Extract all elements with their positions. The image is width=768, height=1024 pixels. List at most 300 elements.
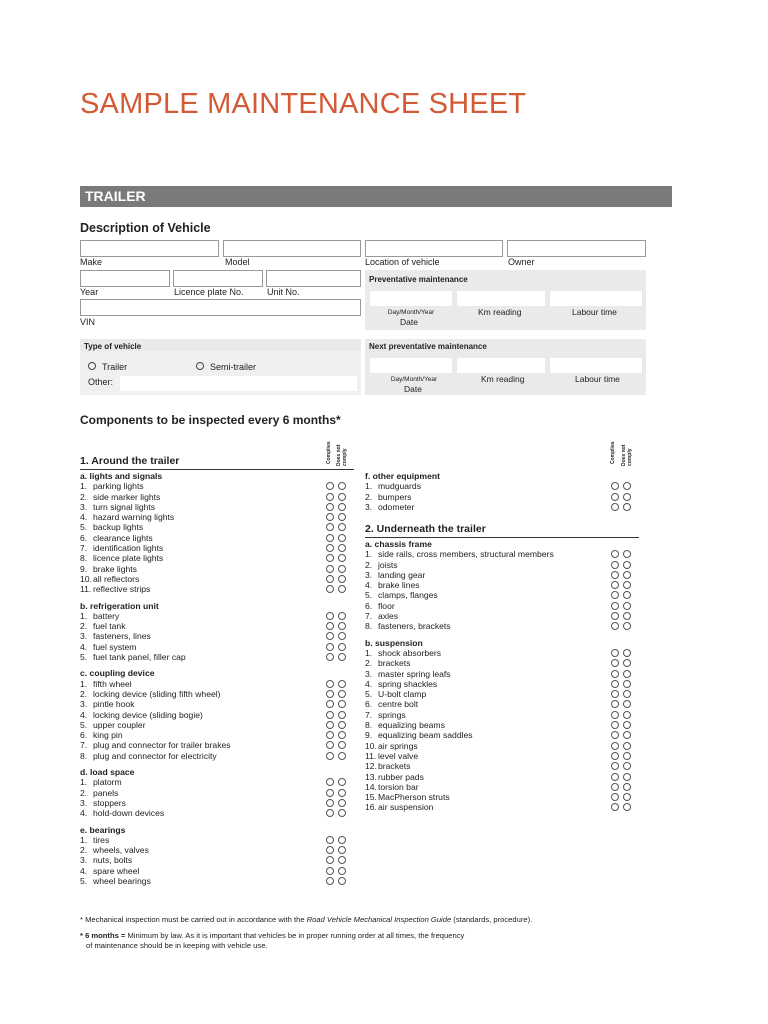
checklist-item: [365, 792, 639, 802]
checklist-item: [365, 782, 639, 792]
item-label: clamps, flanges: [378, 590, 438, 601]
licence-field[interactable]: [173, 270, 263, 287]
item-label: axles: [378, 611, 399, 622]
does-not-comply-checkbox[interactable]: [338, 612, 346, 620]
item-label: MacPherson struts: [378, 792, 450, 803]
next-date-label: Date: [404, 384, 422, 394]
group-heading: c. coupling device: [80, 668, 155, 679]
does-not-comply-checkbox[interactable]: [623, 602, 631, 610]
complies-checkbox[interactable]: [326, 575, 334, 583]
checklist-item: [80, 710, 354, 720]
does-not-comply-checkbox[interactable]: [623, 493, 631, 501]
item-label: wheels, valves: [93, 845, 149, 856]
checklist-item: [80, 720, 354, 730]
trailer-radio[interactable]: [88, 362, 96, 370]
complies-checkbox[interactable]: [611, 700, 619, 708]
item-label: reflective strips: [93, 584, 151, 595]
item-number: 3.: [80, 855, 88, 866]
checklist-item: [80, 751, 354, 761]
does-not-comply-checkbox[interactable]: [623, 773, 631, 781]
item-number: 3.: [80, 501, 88, 512]
item-label: tires: [93, 834, 110, 845]
item-number: 13.: [365, 771, 377, 782]
item-number: 4.: [80, 865, 88, 876]
complies-checkbox[interactable]: [326, 612, 334, 620]
complies-checkbox[interactable]: [611, 690, 619, 698]
does-not-comply-checkbox[interactable]: [338, 877, 346, 885]
item-number: 11.: [80, 584, 92, 595]
does-not-comply-checkbox[interactable]: [623, 762, 631, 770]
does-not-comply-checkbox[interactable]: [623, 742, 631, 750]
does-not-comply-checkbox[interactable]: [623, 561, 631, 569]
item-number: 10.: [365, 740, 377, 751]
checklist-item: [80, 631, 354, 641]
checklist-item: [365, 580, 639, 590]
item-number: 3.: [365, 569, 373, 580]
item-label: side marker lights: [93, 491, 161, 502]
does-not-comply-checkbox[interactable]: [623, 721, 631, 729]
does-not-comply-checkbox[interactable]: [338, 493, 346, 501]
complies-column-head: Complies: [326, 441, 332, 464]
next-date-field[interactable]: [370, 358, 452, 373]
checklist-item: [80, 808, 354, 818]
complies-checkbox[interactable]: [611, 670, 619, 678]
item-number: 4.: [80, 808, 88, 819]
does-not-comply-checkbox[interactable]: [338, 856, 346, 864]
does-not-comply-column-head-right: Does not comply: [621, 444, 633, 466]
item-number: 3.: [365, 501, 373, 512]
does-not-comply-checkbox[interactable]: [623, 649, 631, 657]
checklist-item: [365, 481, 636, 491]
item-label: parking lights: [93, 481, 144, 492]
does-not-comply-checkbox[interactable]: [338, 523, 346, 531]
item-number: 2.: [365, 559, 373, 570]
item-label: nuts, bolts: [93, 855, 133, 866]
does-not-comply-checkbox[interactable]: [623, 793, 631, 801]
checklist-item: [80, 512, 354, 522]
trailer-label: Trailer: [102, 362, 128, 372]
does-not-comply-checkbox[interactable]: [338, 741, 346, 749]
item-label: fasteners, lines: [93, 631, 151, 642]
item-number: 2.: [80, 621, 88, 632]
does-not-comply-checkbox[interactable]: [623, 711, 631, 719]
item-label: licence plate lights: [93, 553, 164, 564]
model-field[interactable]: [223, 240, 361, 257]
does-not-comply-checkbox[interactable]: [338, 721, 346, 729]
checklist-item: [365, 492, 636, 502]
complies-checkbox[interactable]: [611, 773, 619, 781]
item-number: 5.: [80, 652, 88, 663]
group-heading: b. refrigeration unit: [80, 600, 159, 611]
complies-checkbox[interactable]: [326, 513, 334, 521]
does-not-comply-checkbox[interactable]: [338, 503, 346, 511]
does-not-comply-checkbox[interactable]: [338, 731, 346, 739]
group-heading: a. lights and signals: [80, 471, 163, 481]
complies-checkbox[interactable]: [611, 752, 619, 760]
checklist-item: [80, 777, 354, 787]
complies-checkbox[interactable]: [326, 690, 334, 698]
item-number: 1.: [80, 777, 88, 788]
complies-checkbox[interactable]: [326, 789, 334, 797]
does-not-comply-checkbox[interactable]: [623, 731, 631, 739]
does-not-comply-checkbox[interactable]: [623, 680, 631, 688]
item-number: 6.: [80, 532, 88, 543]
checklist-item: [365, 761, 639, 771]
item-label: master spring leafs: [378, 668, 451, 679]
checklist-item: [80, 502, 354, 512]
complies-checkbox[interactable]: [326, 534, 334, 542]
checklist-item: [80, 621, 354, 631]
complies-checkbox[interactable]: [326, 846, 334, 854]
does-not-comply-checkbox[interactable]: [338, 752, 346, 760]
complies-checkbox[interactable]: [326, 565, 334, 573]
complies-checkbox[interactable]: [611, 591, 619, 599]
underneath-trailer-rule: [365, 537, 639, 538]
item-number: 9.: [365, 730, 373, 741]
does-not-comply-checkbox[interactable]: [623, 482, 631, 490]
item-label: pintle hook: [93, 699, 135, 710]
vin-label: VIN: [80, 317, 96, 327]
does-not-comply-checkbox[interactable]: [338, 680, 346, 688]
complies-checkbox[interactable]: [326, 741, 334, 749]
does-not-comply-checkbox[interactable]: [623, 690, 631, 698]
item-number: 10.: [80, 573, 92, 584]
checklist-item: [365, 751, 639, 761]
does-not-comply-checkbox[interactable]: [338, 632, 346, 640]
does-not-comply-checkbox[interactable]: [338, 799, 346, 807]
checklist-item: [80, 740, 354, 750]
does-not-comply-checkbox[interactable]: [623, 659, 631, 667]
item-number: 12.: [365, 761, 377, 772]
does-not-comply-checkbox[interactable]: [338, 653, 346, 661]
complies-checkbox[interactable]: [326, 493, 334, 501]
item-label: landing gear: [378, 569, 426, 580]
item-number: 1.: [80, 610, 88, 621]
preventative-km-field[interactable]: [457, 291, 545, 306]
complies-checkbox[interactable]: [611, 612, 619, 620]
does-not-comply-checkbox[interactable]: [338, 778, 346, 786]
does-not-comply-checkbox[interactable]: [623, 670, 631, 678]
complies-checkbox[interactable]: [611, 783, 619, 791]
checklist-item: [365, 611, 639, 621]
make-label: Make: [80, 257, 103, 267]
checklist-item: [365, 730, 639, 740]
around-trailer-title: 1. Around the trailer: [80, 455, 180, 467]
item-number: 8.: [80, 553, 88, 564]
complies-checkbox[interactable]: [611, 711, 619, 719]
footnote-1: * Mechanical inspection must be carried out in accordance with the Road Vehicle Mechanical Inspection Guide (standards, procedure).: [80, 915, 533, 924]
complies-checkbox[interactable]: [611, 742, 619, 750]
item-number: 2.: [365, 491, 373, 502]
does-not-comply-checkbox[interactable]: [623, 752, 631, 760]
checklist-item: [80, 584, 354, 594]
checklist-item: [365, 621, 639, 631]
checklist-item: [365, 549, 639, 559]
checklist-item: [80, 652, 354, 662]
item-number: 3.: [80, 797, 88, 808]
unit-field[interactable]: [266, 270, 361, 287]
item-label: equalizing beams: [378, 720, 445, 731]
item-label: rubber pads: [378, 771, 424, 782]
item-number: 9.: [80, 563, 88, 574]
does-not-comply-checkbox[interactable]: [623, 571, 631, 579]
vin-field[interactable]: [80, 299, 361, 316]
does-not-comply-checkbox[interactable]: [338, 544, 346, 552]
checklist-item: [365, 502, 636, 512]
complies-checkbox[interactable]: [326, 503, 334, 511]
item-label: fuel tank panel, filler cap: [93, 652, 186, 663]
complies-checkbox[interactable]: [326, 554, 334, 562]
does-not-comply-checkbox[interactable]: [338, 554, 346, 562]
item-number: 3.: [80, 699, 88, 710]
complies-checkbox[interactable]: [326, 856, 334, 864]
item-number: 5.: [80, 875, 88, 886]
preventative-date-field[interactable]: [370, 291, 452, 306]
complies-checkbox[interactable]: [611, 493, 619, 501]
does-not-comply-checkbox[interactable]: [623, 622, 631, 630]
semi-trailer-radio[interactable]: [196, 362, 204, 370]
complies-checkbox[interactable]: [326, 653, 334, 661]
model-label: Model: [225, 257, 250, 267]
checklist-item: [80, 564, 354, 574]
complies-checkbox[interactable]: [326, 752, 334, 760]
complies-checkbox[interactable]: [326, 544, 334, 552]
item-number: 4.: [80, 512, 88, 523]
owner-field[interactable]: [507, 240, 646, 257]
item-number: 11.: [365, 750, 377, 761]
complies-checkbox[interactable]: [326, 731, 334, 739]
item-label: fasteners, brackets: [378, 621, 451, 632]
preventative-km-label: Km reading: [478, 307, 522, 317]
item-number: 8.: [80, 750, 88, 761]
does-not-comply-checkbox[interactable]: [338, 482, 346, 490]
owner-label: Owner: [508, 257, 535, 267]
complies-checkbox[interactable]: [326, 482, 334, 490]
does-not-comply-checkbox[interactable]: [623, 803, 631, 811]
does-not-comply-checkbox[interactable]: [338, 867, 346, 875]
checklist-item: [365, 679, 639, 689]
around-trailer-rule: [80, 469, 354, 470]
does-not-comply-checkbox[interactable]: [623, 550, 631, 558]
checklist-item: [80, 642, 354, 652]
other-field[interactable]: [120, 376, 357, 391]
footnote-2: * 6 months = Minimum by law. As it is important that vehicles be in proper running order at all times, the frequency: [80, 931, 465, 940]
complies-checkbox[interactable]: [611, 762, 619, 770]
item-label: platorm: [93, 777, 122, 788]
components-heading: Components to be inspected every 6 months*: [80, 413, 341, 427]
item-number: 5.: [80, 719, 88, 730]
next-km-field[interactable]: [457, 358, 545, 373]
does-not-comply-checkbox[interactable]: [623, 783, 631, 791]
does-not-comply-checkbox[interactable]: [338, 690, 346, 698]
next-labour-label: Labour time: [575, 374, 620, 384]
other-label: Other:: [88, 377, 114, 387]
checklist-item: [80, 689, 354, 699]
checklist-item: [80, 866, 354, 876]
checklist-item: [365, 720, 639, 730]
complies-checkbox[interactable]: [611, 503, 619, 511]
complies-checkbox[interactable]: [326, 867, 334, 875]
item-number: 2.: [80, 688, 88, 699]
checklist-item: [80, 798, 354, 808]
preventative-heading: Preventative maintenance: [369, 275, 468, 284]
item-number: 2.: [365, 658, 373, 669]
does-not-comply-checkbox[interactable]: [338, 585, 346, 593]
checklist-item: [80, 492, 354, 502]
complies-checkbox[interactable]: [611, 803, 619, 811]
preventative-labour-label: Labour time: [572, 307, 617, 317]
item-label: turn signal lights: [93, 501, 156, 512]
does-not-comply-checkbox[interactable]: [338, 565, 346, 573]
complies-checkbox[interactable]: [611, 649, 619, 657]
does-not-comply-checkbox[interactable]: [338, 711, 346, 719]
item-number: 3.: [80, 631, 88, 642]
complies-checkbox[interactable]: [611, 602, 619, 610]
item-number: 4.: [80, 709, 88, 720]
complies-checkbox[interactable]: [326, 622, 334, 630]
item-label: clearance lights: [93, 532, 153, 543]
item-label: air springs: [378, 740, 418, 751]
item-label: backup lights: [93, 522, 144, 533]
does-not-comply-checkbox[interactable]: [623, 591, 631, 599]
item-number: 2.: [80, 845, 88, 856]
item-label: odometer: [378, 501, 415, 512]
checklist-item: [365, 699, 639, 709]
location-label: Location of vehicle: [365, 257, 440, 267]
does-not-comply-checkbox[interactable]: [623, 700, 631, 708]
item-label: hold-down devices: [93, 808, 165, 819]
section-title: TRAILER: [85, 188, 146, 204]
item-label: plug and connector for trailer brakes: [93, 740, 231, 751]
does-not-comply-column-head: Does not comply: [336, 444, 348, 466]
description-heading: Description of Vehicle: [80, 221, 211, 235]
complies-checkbox[interactable]: [326, 778, 334, 786]
does-not-comply-checkbox[interactable]: [338, 575, 346, 583]
group-heading: a. chassis frame: [365, 539, 432, 549]
checklist-item: [365, 560, 639, 570]
complies-column-head-right: Complies: [610, 441, 616, 464]
make-field[interactable]: [80, 240, 219, 257]
checklist-item: [80, 788, 354, 798]
item-label: brake lights: [93, 563, 137, 574]
does-not-comply-checkbox[interactable]: [338, 534, 346, 542]
location-field[interactable]: [365, 240, 503, 257]
does-not-comply-checkbox[interactable]: [623, 581, 631, 589]
does-not-comply-checkbox[interactable]: [623, 612, 631, 620]
does-not-comply-checkbox[interactable]: [338, 643, 346, 651]
complies-checkbox[interactable]: [611, 482, 619, 490]
item-number: 5.: [365, 590, 373, 601]
complies-checkbox[interactable]: [611, 550, 619, 558]
complies-checkbox[interactable]: [611, 793, 619, 801]
checklist-item: [80, 855, 354, 865]
item-label: bumpers: [378, 491, 412, 502]
item-number: 15.: [365, 792, 377, 803]
underneath-trailer-list: [365, 539, 639, 813]
checklist-item: [80, 574, 354, 584]
does-not-comply-checkbox[interactable]: [338, 513, 346, 521]
complies-checkbox[interactable]: [326, 799, 334, 807]
complies-checkbox[interactable]: [611, 659, 619, 667]
checklist-item: [80, 481, 354, 491]
complies-checkbox[interactable]: [611, 581, 619, 589]
item-number: 1.: [365, 647, 373, 658]
complies-checkbox[interactable]: [326, 523, 334, 531]
complies-checkbox[interactable]: [611, 571, 619, 579]
item-label: stoppers: [93, 797, 126, 808]
item-label: level valve: [378, 750, 419, 761]
does-not-comply-checkbox[interactable]: [338, 846, 346, 854]
item-number: 7.: [80, 543, 88, 554]
complies-checkbox[interactable]: [326, 711, 334, 719]
complies-checkbox[interactable]: [611, 680, 619, 688]
preventative-labour-field[interactable]: [550, 291, 642, 306]
item-label: brackets: [378, 761, 411, 772]
underneath-trailer-title: 2. Underneath the trailer: [365, 523, 486, 535]
item-label: panels: [93, 787, 119, 798]
checklist-item: [365, 590, 639, 600]
item-label: battery: [93, 610, 120, 621]
does-not-comply-checkbox[interactable]: [338, 789, 346, 797]
item-label: hazard warning lights: [93, 512, 175, 523]
year-field[interactable]: [80, 270, 170, 287]
complies-checkbox[interactable]: [326, 585, 334, 593]
around-trailer-list: [80, 471, 354, 886]
complies-checkbox[interactable]: [326, 877, 334, 885]
item-number: 5.: [365, 689, 373, 700]
next-km-label: Km reading: [481, 374, 525, 384]
other-equipment-list: [365, 471, 636, 512]
item-label: spare wheel: [93, 865, 140, 876]
complies-checkbox[interactable]: [326, 721, 334, 729]
item-label: identification lights: [93, 543, 164, 554]
complies-checkbox[interactable]: [611, 622, 619, 630]
type-of-vehicle-heading: Type of vehicle: [84, 342, 142, 351]
next-labour-field[interactable]: [550, 358, 642, 373]
complies-checkbox[interactable]: [611, 561, 619, 569]
complies-checkbox[interactable]: [326, 836, 334, 844]
does-not-comply-checkbox[interactable]: [338, 622, 346, 630]
checklist-item: [80, 835, 354, 845]
licence-label: Licence plate No.: [174, 287, 244, 297]
complies-checkbox[interactable]: [326, 643, 334, 651]
page-title: SAMPLE MAINTENANCE SHEET: [80, 88, 527, 120]
item-number: 1.: [80, 834, 88, 845]
item-label: fuel tank: [93, 621, 126, 632]
year-label: Year: [80, 287, 99, 297]
complies-checkbox[interactable]: [326, 632, 334, 640]
checklist-item: [365, 689, 639, 699]
item-label: shock absorbers: [378, 647, 442, 658]
complies-checkbox[interactable]: [611, 731, 619, 739]
complies-checkbox[interactable]: [326, 809, 334, 817]
checklist-item: [80, 876, 354, 886]
checklist-item: [80, 845, 354, 855]
item-label: plug and connector for electricity: [93, 750, 217, 761]
does-not-comply-checkbox[interactable]: [623, 503, 631, 511]
item-number: 1.: [80, 481, 88, 492]
complies-checkbox[interactable]: [326, 700, 334, 708]
item-number: 1.: [365, 481, 373, 492]
complies-checkbox[interactable]: [611, 721, 619, 729]
complies-checkbox[interactable]: [326, 680, 334, 688]
item-label: centre bolt: [378, 699, 419, 710]
item-label: joists: [378, 559, 398, 570]
does-not-comply-checkbox[interactable]: [338, 836, 346, 844]
does-not-comply-checkbox[interactable]: [338, 809, 346, 817]
checklist-item: [365, 658, 639, 668]
does-not-comply-checkbox[interactable]: [338, 700, 346, 708]
